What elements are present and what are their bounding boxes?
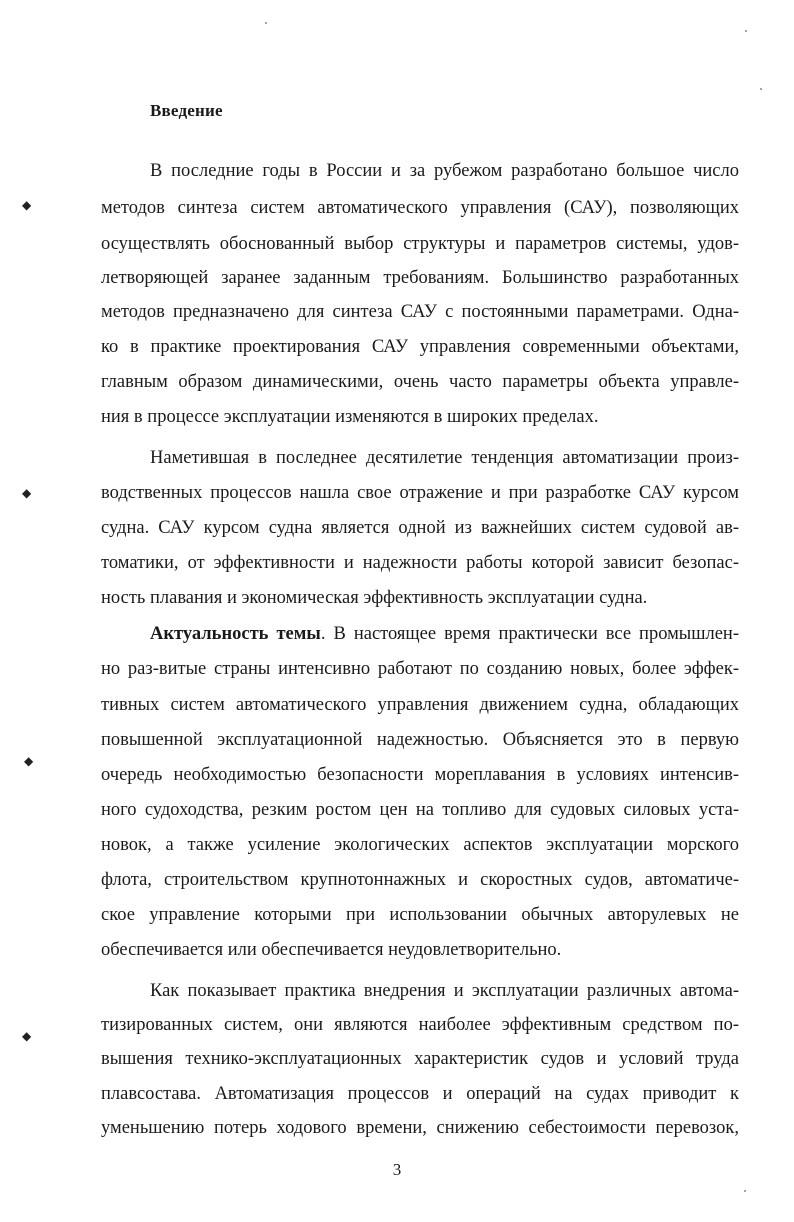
text-line: очередь необходимостью безопасности мореплавания в условиях интенсив- [101, 765, 739, 785]
text-line: Как показывает практика внедрения и эксплуатации различных автома- [150, 981, 739, 1001]
text-line: тизированных систем, они являются наиболее эффективным средством по- [101, 1015, 739, 1035]
text-line: ного судоходства, резким ростом цен на топливо для судовых силовых уста- [101, 800, 739, 820]
scan-mark: ◆ [22, 486, 32, 500]
text-line: обеспечивается или обеспечивается неудовлетворительно. [101, 940, 562, 960]
text-line: ния в процессе эксплуатации изменяются в широких пределах. [101, 407, 599, 427]
text-line: повышенной эксплуатационной надежностью. Объясняется это в первую [101, 730, 739, 750]
text-line: главным образом динамическими, очень часто параметры объекта управле- [101, 372, 739, 392]
text-line: Наметившая в последнее десятилетие тенденция автоматизации произ- [150, 448, 739, 468]
text-line: плавсостава. Автоматизация процессов и операций на судах приводит к [101, 1084, 739, 1104]
text-line: ское управление которыми при использовании обычных авторулевых не [101, 905, 739, 925]
text-line [150, 623, 739, 645]
scan-mark: ◆ [22, 1029, 32, 1043]
scan-speck [265, 22, 267, 24]
page-number: 3 [392, 1160, 402, 1179]
text-line: уменьшению потерь ходового времени, снижению себестоимости перевозок, [101, 1118, 739, 1138]
text-line: ность плавания и экономическая эффективность эксплуатации судна. [101, 588, 648, 608]
text-line: новок, а также усиление экологических аспектов эксплуатации морского [101, 835, 739, 855]
relevance-label: Актуальность темы [150, 624, 321, 644]
text-line: тивных систем автоматического управления движением судна, обладающих [101, 695, 739, 715]
text-line: методов предназначено для синтеза САУ с постоянными параметрами. Одна- [101, 302, 739, 322]
text-line: но раз-витые страны интенсивно работают по созданию новых, более эффек- [101, 659, 739, 679]
text-line: томатики, от эффективности и надежности работы которой зависит безопас- [101, 553, 739, 573]
scan-speck [760, 88, 762, 90]
text-line: ко в практике проектирования САУ управления современными объектами, [101, 337, 739, 357]
text-line: судна. САУ курсом судна является одной из важнейших систем судовой ав- [101, 518, 739, 538]
text-line: водственных процессов нашла свое отражение и при разработке САУ курсом [101, 483, 739, 503]
scan-speck [744, 1190, 746, 1192]
text-span: . В настоящее время практически все промышлен- [320, 624, 739, 644]
section-heading: Введение [150, 101, 223, 120]
scan-speck [745, 30, 747, 32]
scan-mark: ◆ [22, 198, 32, 212]
text-line: флота, строительством крупнотоннажных и скоростных судов, автоматиче- [101, 870, 739, 890]
text-line: летворяющей заранее заданным требованиям. Большинство разработанных [101, 268, 739, 288]
text-line: В последние годы в России и за рубежом разработано большое число [150, 161, 739, 181]
text-line: вышения технико-эксплуатационных характеристик судов и условий труда [101, 1049, 739, 1069]
text-line: осуществлять обоснованный выбор структуры и параметров системы, удов- [101, 234, 739, 254]
text-line: методов синтеза систем автоматического управления (САУ), позволяющих [101, 198, 739, 218]
scan-mark: ◆ [24, 754, 34, 768]
